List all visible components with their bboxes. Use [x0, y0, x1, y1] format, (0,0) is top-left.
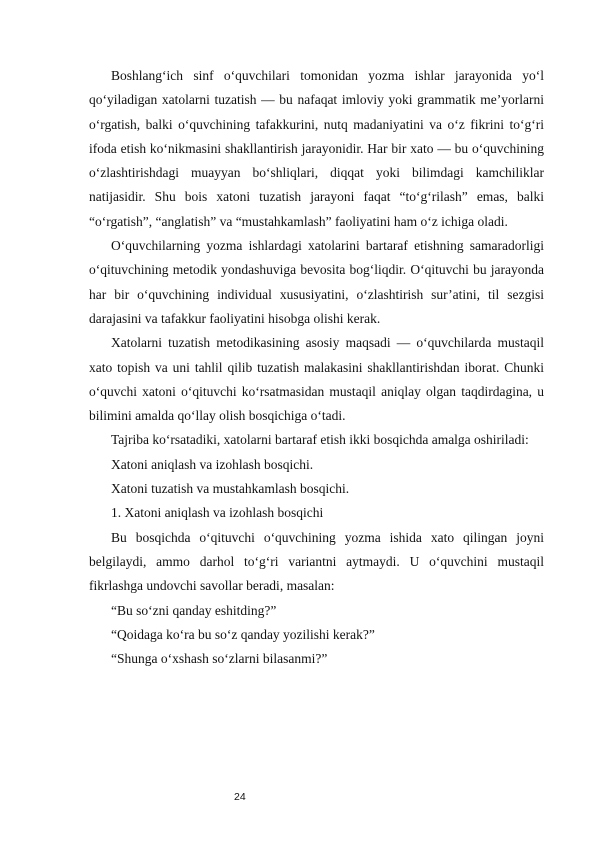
- question-item-2: “Qoidaga ko‘ra bu so‘z qanday yozilishi kerak?”: [111, 626, 375, 642]
- question-item-3: “Shunga o‘xshash so‘zlarni bilasanmi?”: [111, 651, 328, 667]
- paragraph-intro: Boshlang‘ich sinf o‘quvchilari tomonidan yozma ishlar jarayonida yo‘l qo‘yiladigan xatolarni tuzatish — bu nafaqat imloviy yoki grammatik me’yorlarni o‘rgatish, balki o‘quvchining tafakkurini, nutq madaniyatini va o‘z fikrini to‘g‘ri ifoda etish ko‘nikmasini shakllantirish jarayonidir. Har bir xato — bu o‘quvchining o‘zlashtirishdagi muayyan bo‘shliqlari, diqqat yoki bilimdagi kamchiliklar natijasidir. Shu bois xatoni tuzatish jarayoni faqat “to‘g‘rilash” emas, balki “o‘rgatish”, “anglatish” va “mustahkamlash” faoliyatini ham o‘z ichiga oladi.: [89, 68, 544, 229]
- question-item-1: “Bu so‘zni qanday eshitding?”: [111, 602, 277, 618]
- paragraph-two-stages: Tajriba ko‘rsatadiki, xatolarni bartaraf etish ikki bosqichda amalga oshiriladi:: [111, 432, 529, 448]
- paragraph-main-goal: Xatolarni tuzatish metodikasining asosiy maqsadi — o‘quvchilarda mustaqil xato topish va uni tahlil qilib tuzatish malakasini shakllantirishdan iborat. Chunki o‘quvchi xatoni o‘qituvchi ko‘rsatmasidan mustaqil aniqlay olgan taqdirdagina, u bilimini amalda qo‘llay olish bosqichiga o‘tadi.: [89, 335, 544, 424]
- paragraph-teacher-approach: O‘quvchilarning yozma ishlardagi xatolarini bartaraf etishning samaradorligi o‘qituvchining metodik yondashuviga bevosita bog‘liqdir. O‘qituvchi bu jarayonda har bir o‘quvchining individual xususiyatini, o‘zlashtirish sur’atini, til sezgisi darajasini va tafakkur faoliyatini hisobga olishi kerak.: [89, 238, 544, 326]
- section-heading: 1. Xatoni aniqlash va izohlash bosqichi: [111, 505, 324, 521]
- page-number: 24: [234, 791, 246, 803]
- stage-item-1: Xatoni aniqlash va izohlash bosqichi.: [111, 456, 314, 472]
- stage-item-2: Xatoni tuzatish va mustahkamlash bosqichi.: [111, 481, 350, 497]
- document-body: [89, 64, 544, 671]
- paragraph-stage-one: Bu bosqichda o‘qituvchi o‘quvchining yozma ishida xato qilingan joyni belgilaydi, ammo darhol to‘g‘ri variantni aytmaydi. U o‘quvchini mustaqil fikrlashga undovchi savollar beradi, masalan:: [89, 529, 544, 594]
